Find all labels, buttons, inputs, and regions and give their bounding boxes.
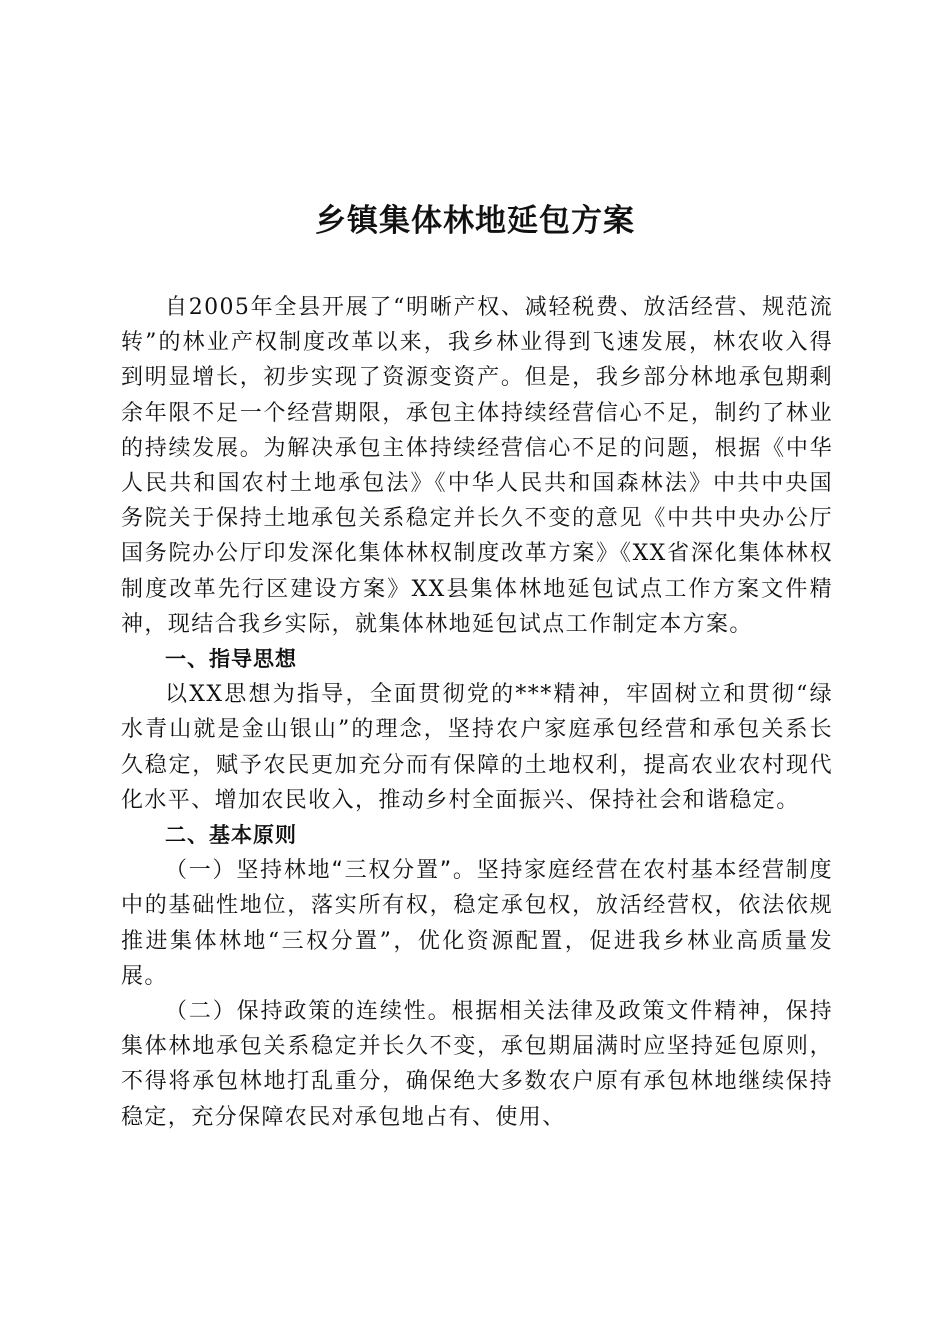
principle-1-text: 坚持家庭经营在农村基本经营制度中的基础性地位，落实所有权，稳定承包权，放活经营权，依法依规推进集体林地“三权分置”，优化资源配置，促进我乡林业高质量发展。 <box>121 858 833 989</box>
principle-1-lead: （一）坚持林地“三权分置”。 <box>165 858 477 884</box>
document-title: 乡镇集体林地延包方案 <box>315 203 635 239</box>
principle-2-text: 根据相关法律及政策文件精神，保持集体林地承包关系稳定并长久不变，承包期届满时应坚持延包原则，不得将承包林地打乱重分，确保绝大多数农户原有承包林地继续保持稳定，充分保障农民对承包地占有、使用、 <box>121 999 833 1130</box>
section-heading-basic-principles: 二、基本原则 <box>165 823 297 848</box>
principle-2-lead: （二）保持政策的连续性。 <box>165 999 452 1025</box>
section-heading-guiding-ideology: 一、指导思想 <box>165 647 297 672</box>
document-body <box>121 290 857 1135</box>
principle-2-paragraph <box>121 994 833 1135</box>
intro-paragraph: 自2005年全县开展了“明晰产权、减轻税费、放活经营、规范流转”的林业产权制度改革以来，我乡林业得到飞速发展，林农收入得到明显增长，初步实现了资源变资产。但是，我乡部分林地承包期剩余年限不足一个经营期限，承包主体持续经营信心不足，制约了林业的持续发展。为解决承包主体持续经营信心不足的问题，根据《中华人民共和国农村土地承包法》《中华人民共和国森林法》中共中央国务院关于保持土地承包关系稳定并长久不变的意见《中共中央办公厅 国务院办公厅印发深化集体林权制度改革方案》《XX省深化集体林权制度改革先行区建设方案》XX县集体林地延包试点工作方案文件精神，现结合我乡实际，就集体林地延包试点工作制定本方案。 <box>121 295 857 637</box>
guiding-ideology-paragraph: 以XX思想为指导，全面贯彻党的***精神，牢固树立和贯彻“绿水青山就是金山银山”的理念，坚持农户家庭承包经营和承包关系长久稳定，赋予农民更加充分而有保障的土地权利，提高农业农村现代化水平、增加农民收入，推动乡村全面振兴、保持社会和谐稳定。 <box>121 682 833 813</box>
principle-1-paragraph <box>121 853 833 994</box>
